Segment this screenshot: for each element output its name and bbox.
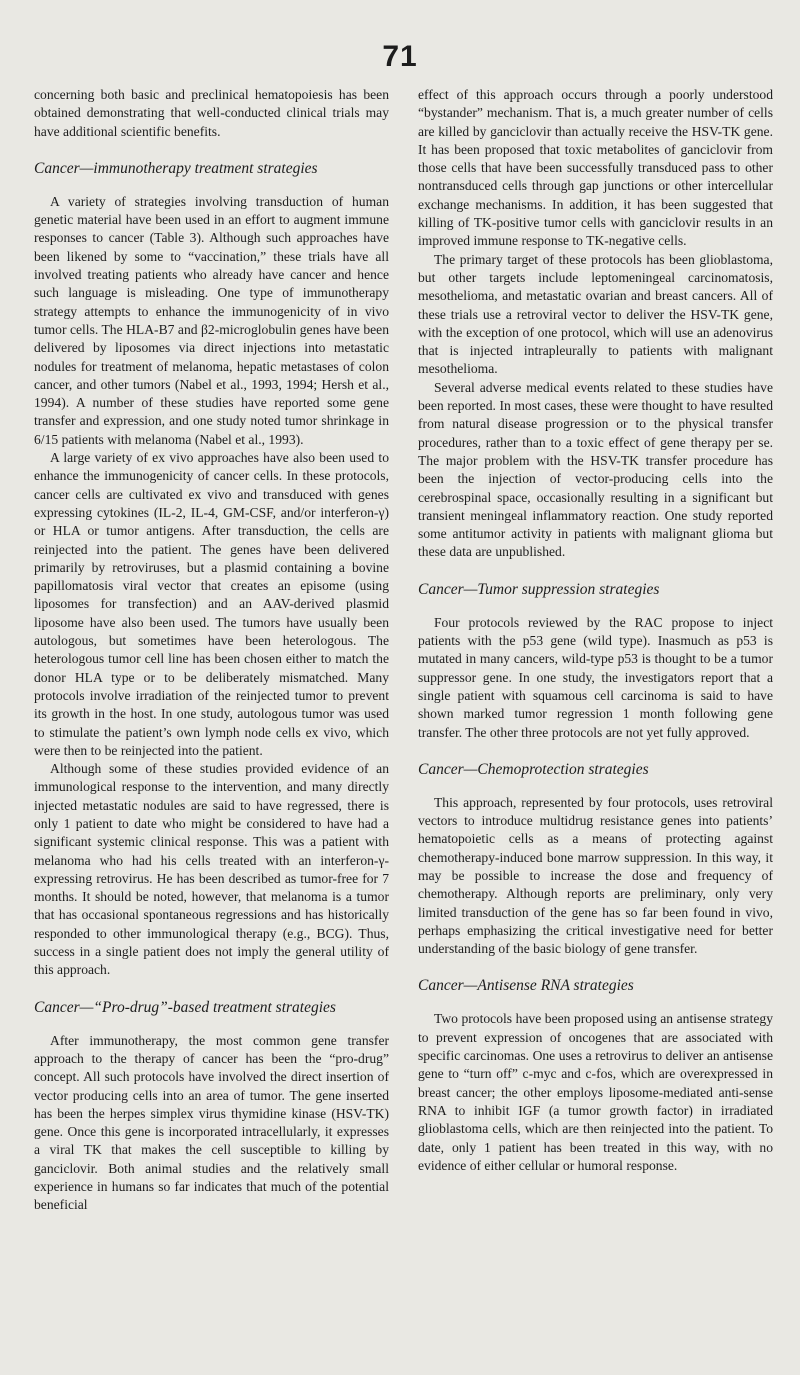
paragraph: A large variety of ex vivo approaches have also been used to enhance the immunogenicity of cancer cells. In these protocols, cancer cells are cultivated ex vivo and transduced with genes expressing cytokines (IL-2, IL-4, GM-CSF, and/or interferon-γ) or HLA or tumor antigens. After transduction, the cells are reinjected into the patient. The genes have been delivered primarily by retroviruses, but a plasmid containing a bovine papillomatosis viral vector that creates an episome (using liposomes for transfection) and an AAV-derived plasmid liposome have also been used. The tumors have usually been autologous, but sometimes have been heterologous. The heterologous tumor cell line has been chosen either to match the donor HLA type or to be deliberately mismatched. Many protocols involve irradiation of the reinjected tumor to prevent its growth in the host. In one study, autologous tumor was used to stimulate the patient’s own lymph node cells ex vivo, which were then to be reinjected into the patient. bbox=[34, 450, 389, 758]
left-column bbox=[34, 86, 389, 1215]
page-number: 71 bbox=[382, 40, 418, 73]
section-heading: Cancer—immunotherapy treatment strategies bbox=[34, 159, 318, 177]
section-heading: Cancer—Antisense RNA strategies bbox=[418, 977, 634, 995]
paragraph: concerning both basic and preclinical hematopoiesis has been obtained demonstrating that well-conducted clinical trials may have additional scientific benefits. bbox=[34, 87, 389, 139]
paragraph: Several adverse medical events related to these studies have been reported. In most cases, these were thought to have resulted from natural disease progression or to the physical transfer procedures, rather than to a toxic effect of gene therapy per se. The major problem with the HSV-TK transfer procedure has been the injection of vector-producing cells into the cerebrospinal space, occasionally resulting in a significant but transient meningeal inflammatory reaction. One study reported some antitumor activity in patients with malignant glioma but these data are unpublished. bbox=[418, 379, 773, 560]
right-column bbox=[418, 86, 773, 1175]
section-heading: Cancer—Chemoprotection strategies bbox=[418, 760, 649, 778]
paragraph: effect of this approach occurs through a poorly understood “bystander” mechanism. That is, a much greater number of cells are killed by ganciclovir than actually receive the HSV-TK gene. It has been proposed that toxic metabolites of ganciclovir from those cells that have been successfully transduced pass to other nontransduced cells through gap junctions or other intercellular exchange mechanisms. In addition, it has been suggested that killing of TK-positive tumor cells with ganciclovir results in an improved immune response to TK-negative cells. bbox=[418, 87, 773, 249]
paragraph: This approach, represented by four protocols, uses retroviral vectors to introduce multidrug resistance genes into patients’ hematopoietic cells as a means of protecting against chemotherapy-induced bone marrow suppression. In this way, it may be possible to increase the dose and frequency of chemotherapy. Although reports are preliminary, only very limited transduction of the gene has so far been found in vivo, perhaps emphasizing the critical investigative need for better understanding of the basic biology of gene transfer. bbox=[418, 794, 773, 957]
section-heading: Cancer—“Pro-drug”-based treatment strategies bbox=[34, 998, 336, 1016]
paragraph: A variety of strategies involving transduction of human genetic material have been used in an effort to augment immune responses to cancer (Table 3). Although such approaches have been likened by some to “vaccination,” these trials have all involved treating patients who already have cancer and hence such language is misleading. One type of immunotherapy strategy attempts to enhance the immunogenicity of in vivo tumor cells. The HLA-B7 and β2-microglobulin genes have been delivered by liposomes via direct injections into metastatic nodules for treatment of melanoma, hepatic metastases of colon cancer, and other tumors (Nabel et al., 1993, 1994; Hersh et al., 1994). A number of these studies have reported some gene transfer and expression, and one study noted tumor shrinkage in 6/15 patients with melanoma (Nabel et al., 1993). bbox=[34, 193, 389, 447]
paragraph: Although some of these studies provided evidence of an immunological response to the intervention, and many directly injected metastatic nodules are said to have regressed, there is only 1 patient to date who might be considered to have had a significant systemic clinical response. This was a patient with melanoma who had his cells treated with an interferon-γ-expressing retrovirus. He has been described as tumor-free for 7 months. It should be noted, however, that melanoma is a tumor that has occasional spontaneous regressions and has historically responded to other immunological therapy (e.g., BCG). Thus, success in a single patient does not imply the general utility of this approach. bbox=[34, 761, 389, 978]
paragraph: Four protocols reviewed by the RAC propose to inject patients with the p53 gene (wild type). Inasmuch as p53 is mutated in many cancers, wild-type p53 is thought to be a tumor suppressor gene. In one study, the investigators report that a single patient with squamous cell carcinoma is said to have shown marked tumor regression 1 month following gene transfer. The other three protocols are not yet fully approved. bbox=[418, 614, 773, 740]
section-heading: Cancer—Tumor suppression strategies bbox=[418, 580, 660, 598]
paragraph: Two protocols have been proposed using an antisense strategy to prevent expression of oncogenes that are associated with specific carcinomas. One uses a retrovirus to deliver an antisense gene to “turn off” c-myc and c-fos, which are overexpressed in breast cancer; the other employs liposome-mediated anti-sense RNA to inhibit IGF (a tumor growth factor) in irradiated glioblastoma cells, which are then reinjected into the patient. To date, only 1 patient has been treated in this way, with no evidence of either cellular or humoral response. bbox=[418, 1011, 773, 1173]
paragraph: After immunotherapy, the most common gene transfer approach to the therapy of cancer has been the “pro-drug” concept. All such protocols have involved the direct insertion of vector producing cells into an area of tumor. The gene inserted has been the herpes simplex virus thymidine kinase (HSV-TK) gene. Once this gene is incorporated intracellularly, it expresses a viral TK that makes the cell susceptible to killing by ganciclovir. Both animal studies and the relatively small experience in humans so far indicates that much of the potential beneficial bbox=[34, 1032, 389, 1213]
paragraph: The primary target of these protocols has been glioblastoma, but other targets include leptomeningeal carcinomatosis, mesothelioma, and metastatic ovarian and breast cancers. All of these trials use a retroviral vector to deliver the HSV-TK gene, with the exception of one protocol, which will use an adenovirus that is injected intrapleurally to patients with malignant mesothelioma. bbox=[418, 251, 773, 377]
